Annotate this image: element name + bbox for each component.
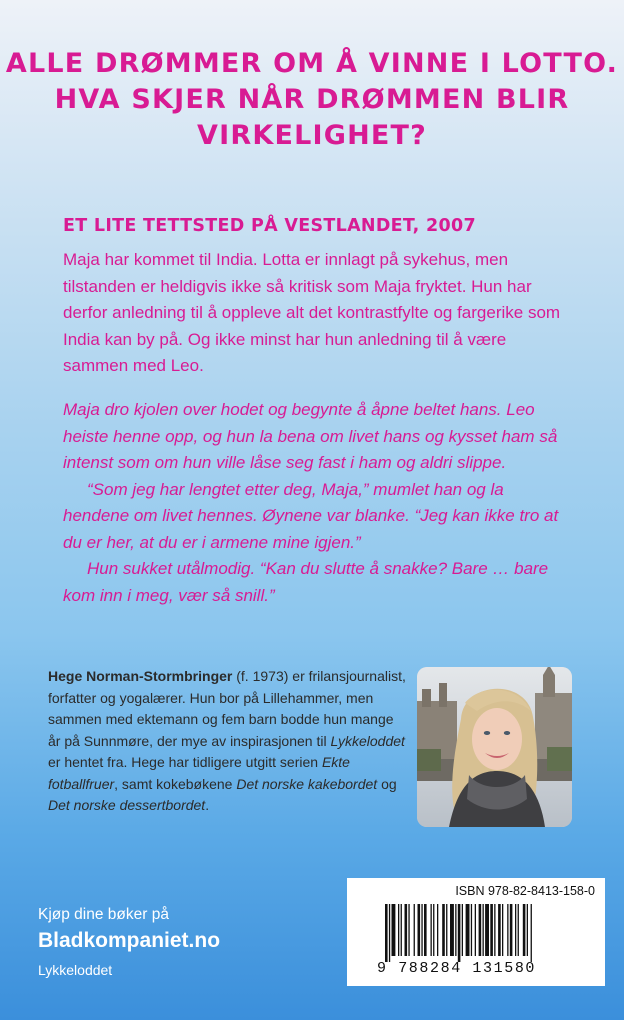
barcode-bar [389, 904, 390, 962]
barcode-bar [405, 904, 408, 956]
barcode-bar [418, 904, 421, 956]
author-bio-text-4: og [377, 775, 397, 792]
author-photo [417, 667, 572, 827]
author-name: Hege Norman-Stormbringer [48, 668, 233, 684]
barcode-bar [431, 904, 432, 956]
barcode-bar [483, 904, 484, 956]
barcode-bar [392, 904, 396, 956]
barcode-bar [479, 904, 482, 956]
barcode-bar [437, 904, 438, 956]
headline [0, 46, 624, 154]
barcode-bar [458, 904, 461, 962]
barcode-bar [433, 904, 434, 956]
section-subhead: ET LITE TETTSTED PÅ VESTLANDET, 2007 [63, 216, 476, 236]
excerpt-paragraph-2: “Som jeg har lengtet etter deg, Maja,” mumlet han og la hendene om livet hennes. Øynene var blanke. “Jeg kan ikke tro at du er her, at du er i armene mine igjen.” [63, 479, 559, 552]
barcode-bar [385, 904, 388, 962]
excerpt-paragraph-1: Maja dro kjolen over hodet og begynte å åpne beltet hans. Leo heiste henne opp, og hun la bena om livet hans og kysset ham så intenst som om hun ville låse seg fast i ham og aldri slippe. [63, 400, 558, 472]
barcode-bar [502, 904, 503, 956]
barcode-bar [471, 904, 472, 956]
barcode-bar [424, 904, 427, 956]
barcode-bar [531, 904, 532, 962]
barcode-bar [475, 904, 476, 956]
author-bio-text-1: (f. 1973) er frilansjournalist, forfatter og yogalærer. Hun bor på Lillehammer, men sammen med ektemann og fem barn bodde hun mange år på Sunnmøre, der mye av inspirasjonen til [48, 668, 406, 749]
barcode-digits: 9 788284 131580 [377, 960, 537, 977]
isbn-label: ISBN 978-82-8413-158-0 [455, 884, 595, 898]
headline-line-1: ALLE DRØMMER OM Å VINNE I LOTTO. [5, 48, 619, 79]
barcode-bar [485, 904, 489, 956]
cookbook-title-2: Det norske dessertbordet [48, 797, 206, 813]
author-bio-text-2: er hentet fra. Hege har tidligere utgitt serien [48, 754, 322, 770]
series-title: Ekte fotballfruer [48, 754, 350, 792]
barcode-bar [523, 904, 526, 956]
book-excerpt [63, 397, 568, 609]
barcode-bar [466, 904, 470, 956]
barcode-bar [455, 904, 456, 956]
intro-paragraph [63, 247, 568, 380]
barcode-bar [515, 904, 516, 956]
publisher-site: Bladkompaniet.no [38, 929, 221, 952]
barcode-bar [518, 904, 519, 956]
barcode-bar [462, 904, 463, 956]
barcode-bar [450, 904, 454, 956]
barcode-bar [442, 904, 445, 956]
headline-line-2: HVA SKJER NÅR DRØMMEN BLIR [54, 84, 570, 115]
barcode-bar [498, 904, 501, 956]
buy-text: Kjøp dine bøker på [38, 906, 169, 923]
barcode-bar [490, 904, 493, 956]
barcode-bar [446, 904, 447, 956]
barcode-bar [414, 904, 415, 956]
barcode-bar [401, 904, 402, 956]
cookbook-title-1: Det norske kakebordet [236, 775, 378, 792]
barcode-bar [408, 904, 409, 956]
barcode-bar [527, 904, 528, 956]
barcode-bars [385, 904, 581, 962]
barcode-box [347, 878, 605, 986]
barcode-bar [398, 904, 399, 956]
barcode-bar [494, 904, 495, 956]
barcode-bar [421, 904, 422, 956]
intro-text: Maja har kommet til India. Lotta er innlagt på sykehus, men tilstanden er heldigvis ikke så kritisk som Maja fryktet. Hun har derfor anledning til å oppleve alt det kontrastfylte og fargerike som India kan by på. Og ikke minst har hun anledning til å være sammen med Leo. [63, 250, 561, 375]
book-title-footer: Lykkeloddet [38, 962, 113, 978]
headline-line-3: VIRKELIGHET? [196, 120, 428, 151]
author-bio-text-5: . [205, 797, 210, 813]
barcode-bar [507, 904, 508, 956]
excerpt-paragraph-3: Hun sukket utålmodig. “Kan du slutte å snakke? Bare … bare kom inn i meg, vær så snill.” [63, 559, 549, 605]
barcode-bar [510, 904, 513, 956]
author-photo-illustration [417, 667, 572, 827]
book-title-lykkeloddet: Lykkeloddet [330, 732, 405, 749]
author-bio-text-3: , samt kokebøkene [114, 775, 237, 792]
author-bio [48, 666, 408, 817]
